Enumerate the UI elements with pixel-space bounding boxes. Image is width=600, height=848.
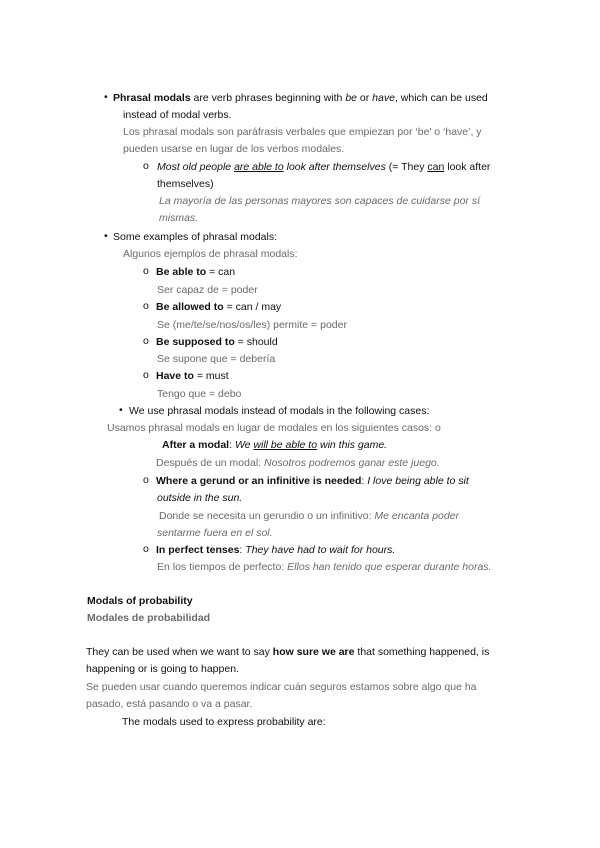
case-after-modal-translation: Después de un modal: Nosotros podremos ganar este juego. (156, 457, 440, 469)
section-title: Modals of probability (87, 595, 193, 607)
definition-translation-line2: pueden usarse en lugar de los verbos modales. (123, 143, 345, 155)
sub-bullet: o (143, 160, 149, 172)
bullet: • (104, 230, 108, 242)
examples-heading-translation: Algunos ejemplos de phrasal modals: (123, 248, 298, 260)
sub-bullet: o (143, 300, 149, 312)
example-item-translation: Ser capaz de = poder (157, 284, 258, 296)
probability-paragraph-translation: Se pueden usar cuando queremos indicar cuán seguros estamos sobre algo que ha (86, 681, 477, 693)
probability-paragraph: They can be used when we want to say how sure we are that something happened, is (86, 646, 490, 658)
case-after-modal: After a modal: We will be able to win this game. (162, 439, 388, 451)
example-sentence-line2: themselves) (157, 178, 214, 190)
example-item: Be able to = can (156, 266, 236, 278)
phrasal-modals-definition-line2: instead of modal verbs. (123, 109, 232, 121)
cases-heading: We use phrasal modals instead of modals in the following cases: (129, 405, 430, 417)
case-gerund-infinitive-line2: outside in the sun. (157, 492, 243, 504)
example-item-translation: Se (me/te/se/nos/os/les) permite = poder (157, 319, 347, 331)
sub-bullet: o (143, 543, 149, 555)
example-sentence: Most old people are able to look after themselves (= They can look after (157, 161, 491, 173)
case-gerund-infinitive-translation-line2: sentarme fuera en el sol. (157, 527, 273, 539)
example-item: Be allowed to = can / may (156, 301, 282, 313)
probability-paragraph-line2: happening or is going to happen. (86, 663, 239, 675)
example-item-translation: Tengo que = debo (157, 388, 242, 400)
example-translation: La mayoría de las personas mayores son capaces de cuidarse por sí (159, 195, 481, 207)
section-title-translation: Modales de probabilidad (87, 612, 211, 624)
example-item: Have to = must (156, 370, 229, 382)
probability-paragraph-translation-line2: pasado, está pasando o va a pasar. (86, 698, 253, 710)
case-gerund-infinitive-translation: Donde se necesita un gerundio o un infinitivo: Me encanta poder (159, 510, 460, 522)
case-perfect-tenses: In perfect tenses: They have had to wait for hours. (156, 544, 396, 556)
case-perfect-tenses-translation: En los tiempos de perfecto: Ellos han tenido que esperar durante horas. (157, 561, 492, 573)
definition-translation: Los phrasal modals son paráfrasis verbales que empiezan por ‘be’ o ‘have’, y (123, 126, 482, 138)
example-item: Be supposed to = should (156, 336, 278, 348)
sub-bullet: o (143, 335, 149, 347)
case-gerund-infinitive: Where a gerund or an infinitive is needed: I love being able to sit (156, 475, 469, 487)
bullet: • (104, 91, 108, 103)
sub-bullet: o (143, 474, 149, 486)
cases-heading-translation: Usamos phrasal modals en lugar de modales en los siguientes casos: o (107, 422, 441, 434)
bullet: • (119, 404, 123, 416)
probability-modals-intro: The modals used to express probability are: (122, 716, 326, 728)
example-translation-line2: mismas. (159, 212, 199, 224)
sub-bullet: o (143, 369, 149, 381)
sub-bullet: o (143, 265, 149, 277)
examples-heading: Some examples of phrasal modals: (113, 231, 277, 243)
phrasal-modals-definition: Phrasal modals are verb phrases beginning with be or have, which can be used (113, 92, 488, 104)
example-item-translation: Se supone que = debería (157, 353, 276, 365)
